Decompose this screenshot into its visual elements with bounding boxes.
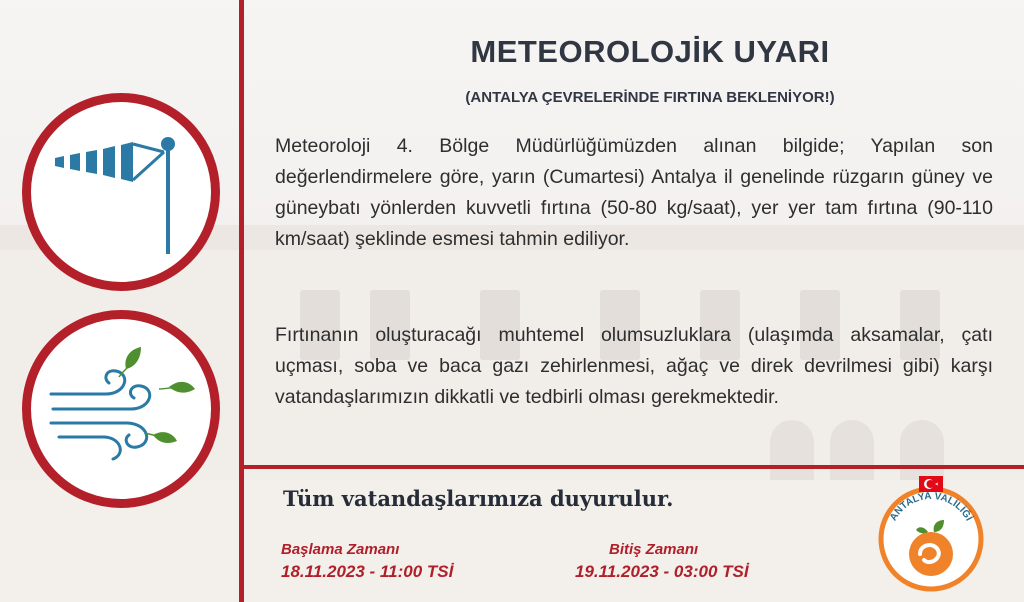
red-vertical-divider [239,0,244,602]
warning-paragraph-1: Meteoroloji 4. Bölge Müdürlüğümüzden alınan bilgide; Yapılan son değerlendirmelere göre, yarın (Cumartesi) Antalya il genelinde rüzgarın güney ve güneybatı yönlerden kuvvetli fırtına (50-80 kg/saat), yer yer tam fırtına (90-110 km/saat) şeklinde esmesi tahmin ediliyor. [275,135,993,250]
windsock-icon-badge [22,93,220,291]
warning-paragraph-2: Fırtınanın oluşturacağı muhtemel olumsuzluklara (ulaşımda aksamalar, çatı uçması, soba ve baca gazı zehirlenmesi, ağaç ve direk devrilmesi gibi) karşı vatandaşlarımızın dikkatli ve tedbirli olması gerekmektedir. [275,324,993,408]
page-title: METEOROLOJİK UYARI [470,34,830,69]
wind-leaves-icon-badge [22,310,220,508]
page-subtitle: (ANTALYA ÇEVRELERİNDE FIRTINA BEKLENİYOR!) [465,89,835,106]
logo-text: ANTALYA VALİLİĞİ [888,490,975,523]
start-time-value: 18.11.2023 - 11:00 TSİ [281,562,454,581]
red-horizontal-divider [243,465,1024,469]
end-time-label: Bitiş Zamanı [609,541,699,558]
windsock-icon [31,102,211,282]
end-time-value: 19.11.2023 - 03:00 TSİ [575,562,749,581]
announcement-text: Tüm vatandaşlarımıza duyurulur. [283,486,674,511]
wind-leaves-icon [31,319,211,499]
antalya-valiligi-logo [872,476,990,594]
start-time-label: Başlama Zamanı [281,541,400,558]
